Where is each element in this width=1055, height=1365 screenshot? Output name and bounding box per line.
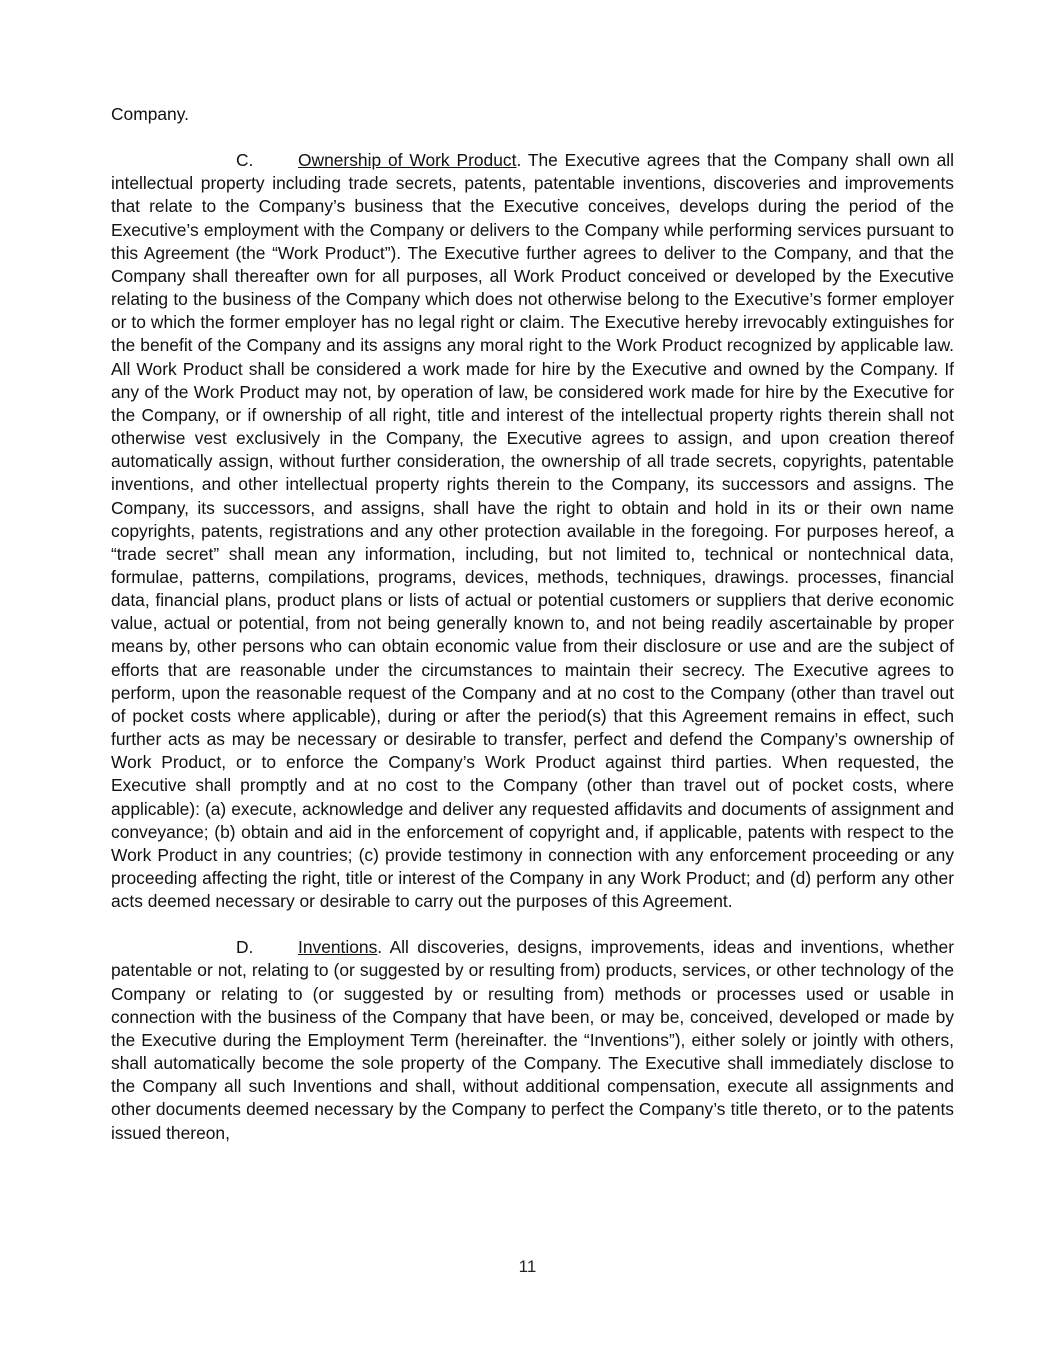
section-heading-punct: . — [516, 150, 522, 171]
section-ownership-of-work-product — [111, 149, 954, 913]
section-marker: C. — [236, 150, 254, 171]
section-heading: Ownership of Work Product — [298, 150, 517, 171]
section-inventions — [111, 936, 954, 1144]
section-marker: D. — [236, 937, 254, 958]
document-page — [111, 103, 954, 1168]
section-body: The Executive agrees that the Company shall own all intellectual property including trade secrets, patents, patentable inventions, discoveries and improvements that relate to the Company’s business that the Executive conceives, develops during the period of the Executive’s employment with the Company or delivers to the Company while performing services pursuant to this Agreement (the “Work Product”). The Executive further agrees to deliver to the Company, and that the Company shall thereafter own for all purposes, all Work Product conceived or developed by the Executive relating to the business of the Company which does not otherwise belong to the Executive’s former employer or to which the former employer has no legal right or claim. The Executive hereby irrevocably extinguishes for the benefit of the Company and its assigns any moral right to the Work Product recognized by applicable law. All Work Product shall be considered a work made for hire by the Executive and owned by the Company. If any of the Work Product may not, by operation of law, be considered work made for hire by the Executive for the Company, or if ownership of all right, title and interest of the intellectual property rights therein shall not otherwise vest exclusively in the Company, the Executive agrees to assign, and upon creation thereof automatically assign, without further consideration, the ownership of all trade secrets, copyrights, patentable inventions, and other intellectual property rights therein to the Company, its successors and assigns. The Company, its successors, and assigns, shall have the right to obtain and hold in its or their own name copyrights, patents, registrations and any other protection available in the foregoing. For purposes hereof, a “trade secret” shall mean any information, including, but not limited to, technical or nontechnical data, formulae, patterns, compilations, programs, devices, methods, techniques, drawings. processes, financial data, financial plans, product plans or lists of actual or potential customers or suppliers that derive economic value, actual or potential, from not being generally known to, and not being readily ascertainable by proper means by, other persons who can obtain economic value from their disclosure or use and are the subject of efforts that are reasonable under the circumstances to maintain their secrecy. The Executive agrees to perform, upon the reasonable request of the Company and at no cost to the Company (other than travel out of pocket costs where applicable), during or after the period(s) that this Agreement remains in effect, such further acts as may be necessary or desirable to transfer, perfect and defend the Company’s ownership of Work Product, or to enforce the Company’s Work Product against third parties. When requested, the Executive shall promptly and at no cost to the Company (other than travel out of pocket costs, where applicable): (a) execute, acknowledge and deliver any requested affidavits and documents of assignment and conveyance; (b) obtain and aid in the enforcement of copyright and, if applicable, patents with respect to the Work Product in any countries; (c) provide testimony in connection with any enforcement proceeding or any proceeding affecting the right, title or interest of the Company in any Work Product; and (d) perform any other acts deemed necessary or desirable to carry out the purposes of this Agreement. — [111, 150, 954, 912]
section-heading: Inventions — [298, 937, 378, 958]
page-number: 11 — [518, 1257, 537, 1276]
continuation-text: Company. — [111, 104, 189, 124]
section-heading-punct: . — [377, 937, 383, 958]
section-body: All discoveries, designs, improvements, ideas and inventions, whether patentable or not, relating to (or suggested by or resulting from) products, services, or other technology of the Company or relating to (or suggested by or resulting from) methods or processes used or usable in connection with the business of the Company that have been, or may be, conceived, developed or made by the Executive during the Employment Term (hereinafter. the “Inventions”), either solely or jointly with others, shall automatically become the sole property of the Company. The Executive shall immediately disclose to the Company all such Inventions and shall, without additional compensation, execute all assignments and other documents deemed necessary by the Company to perfect the Company’s title thereto, or to the patents issued thereon, — [111, 937, 954, 1143]
